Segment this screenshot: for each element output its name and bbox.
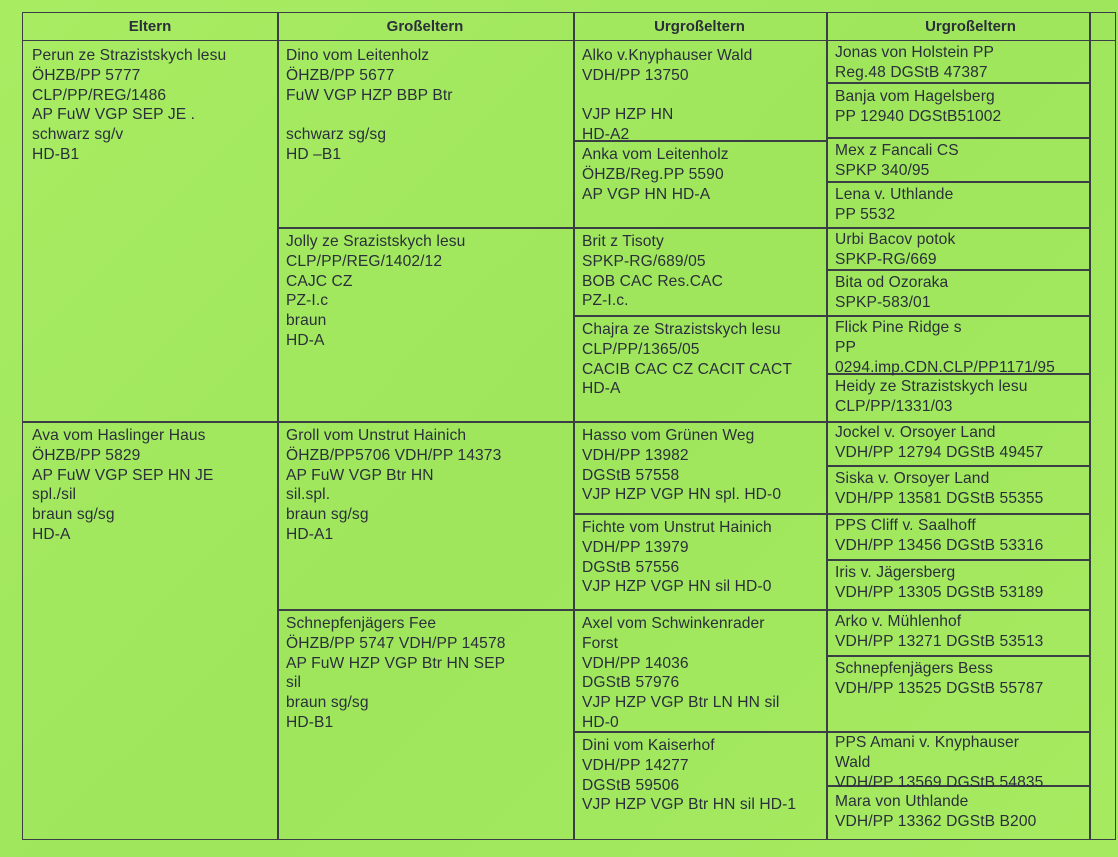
urgrosseltern-cell: Anka vom Leitenholz ÖHZB/Reg.PP 5590 AP VGP HN HD-A (582, 146, 729, 203)
grosseltern-cell: Groll vom Unstrut Hainich ÖHZB/PP5706 VDH/PP 14373 AP FuW VGP Btr HN sil.spl. braun sg/sg HD-A1 (286, 427, 502, 543)
row-divider (573, 421, 826, 423)
ururgrosseltern-cell: Urbi Bacov potok SPKP-RG/669 (835, 231, 956, 268)
ururgrosseltern-cell: PPS Cliff v. Saalhoff VDH/PP 13456 DGStB 53316 (835, 517, 1044, 554)
header-ururgrosseltern: Urgroßeltern (826, 13, 1115, 41)
ururgrosseltern-cell: PPS Amani v. Knyphauser Wald VDH/PP 13569 DGStB 54835 (835, 734, 1044, 791)
row-divider (277, 609, 573, 611)
grosseltern-cell: Schnepfenjägers Fee ÖHZB/PP 5747 VDH/PP 14578 AP FuW HZP VGP Btr HN SEP sil braun sg/sg HD-B1 (286, 615, 506, 731)
ururgrosseltern-cell: Iris v. Jägersberg VDH/PP 13305 DGStB 53189 (835, 564, 1044, 601)
ururgrosseltern-cell: Schnepfenjägers Bess VDH/PP 13525 DGStB 55787 (835, 660, 1044, 697)
urgrosseltern-cell: Chajra ze Strazistskych lesu CLP/PP/1365/05 CACIB CAC CZ CACIT CACT HD-A (582, 321, 792, 398)
grosseltern-cell: Jolly ze Srazistskych lesu CLP/PP/REG/1402/12 CAJC CZ PZ-I.c braun HD-A (286, 233, 466, 349)
row-divider (23, 421, 277, 423)
ururgrosseltern-cell: Bita od Ozoraka SPKP-583/01 (835, 274, 949, 311)
eltern-cell: Ava vom Haslinger Haus ÖHZB/PP 5829 AP FuW VGP SEP HN JE spl./sil braun sg/sg HD-A (32, 427, 214, 543)
ururgrosseltern-cell: Mara von Uthlande VDH/PP 13362 DGStB B200 (835, 793, 1037, 830)
ururgrosseltern-cell: Jockel v. Orsoyer Land VDH/PP 12794 DGStB 49457 (835, 424, 1044, 461)
header-grosseltern: Großeltern (277, 13, 573, 41)
ururgrosseltern-cell: Flick Pine Ridge s PP 0294.imp.CDN.CLP/PP1171/95 (835, 319, 1055, 376)
ururgrosseltern-cell: Jonas von Holstein PP Reg.48 DGStB 47387 (835, 44, 994, 81)
urgrosseltern-cell: Fichte vom Unstrut Hainich VDH/PP 13979 DGStB 57556 VJP HZP VGP HN sil HD-0 (582, 519, 772, 596)
urgrosseltern-cell: Axel vom Schwinkenrader Forst VDH/PP 14036 DGStB 57976 VJP HZP VGP Btr LN HN sil HD-0 (582, 615, 780, 731)
ururgrosseltern-cell: Arko v. Mühlenhof VDH/PP 13271 DGStB 53513 (835, 613, 1044, 650)
pedigree-table (22, 12, 1116, 840)
row-divider (573, 315, 826, 317)
ururgrosseltern-cell: Siska v. Orsoyer Land VDH/PP 13581 DGStB 55355 (835, 470, 1044, 507)
row-divider (573, 227, 826, 229)
urgrosseltern-cell: Brit z Tisoty SPKP-RG/689/05 BOB CAC Res.CAC PZ-I.c. (582, 233, 724, 310)
header-urgrosseltern: Urgroßeltern (573, 13, 826, 41)
urgrosseltern-cell: Hasso vom Grünen Weg VDH/PP 13982 DGStB 57558 VJP HZP VGP HN spl. HD-0 (582, 427, 782, 504)
row-divider (277, 227, 573, 229)
row-divider (573, 609, 826, 611)
grosseltern-cell: Dino vom Leitenholz ÖHZB/PP 5677 FuW VGP HZP BBP Btr schwarz sg/sg HD –B1 (286, 47, 453, 163)
header-eltern: Eltern (23, 13, 277, 41)
row-divider (277, 421, 573, 423)
row-divider (573, 513, 826, 515)
ururgrosseltern-cell: Mex z Fancali CS SPKP 340/95 (835, 142, 959, 179)
ururgrosseltern-cell: Heidy ze Strazistskych lesu CLP/PP/1331/03 (835, 378, 1028, 415)
eltern-cell: Perun ze Strazistskych lesu ÖHZB/PP 5777 CLP/PP/REG/1486 AP FuW VGP SEP JE . schwarz sg/v HD-B1 (32, 47, 227, 163)
ururgrosseltern-cell: Banja vom Hagelsberg PP 12940 DGStB51002 (835, 88, 1002, 125)
ururgrosseltern-cell: Lena v. Uthlande PP 5532 (835, 186, 954, 223)
urgrosseltern-cell: Dini vom Kaiserhof VDH/PP 14277 DGStB 59506 VJP HZP VGP Btr HN sil HD-1 (582, 737, 797, 814)
urgrosseltern-cell: Alko v.Knyphauser Wald VDH/PP 13750 VJP HZP HN HD-A2 (582, 47, 753, 144)
